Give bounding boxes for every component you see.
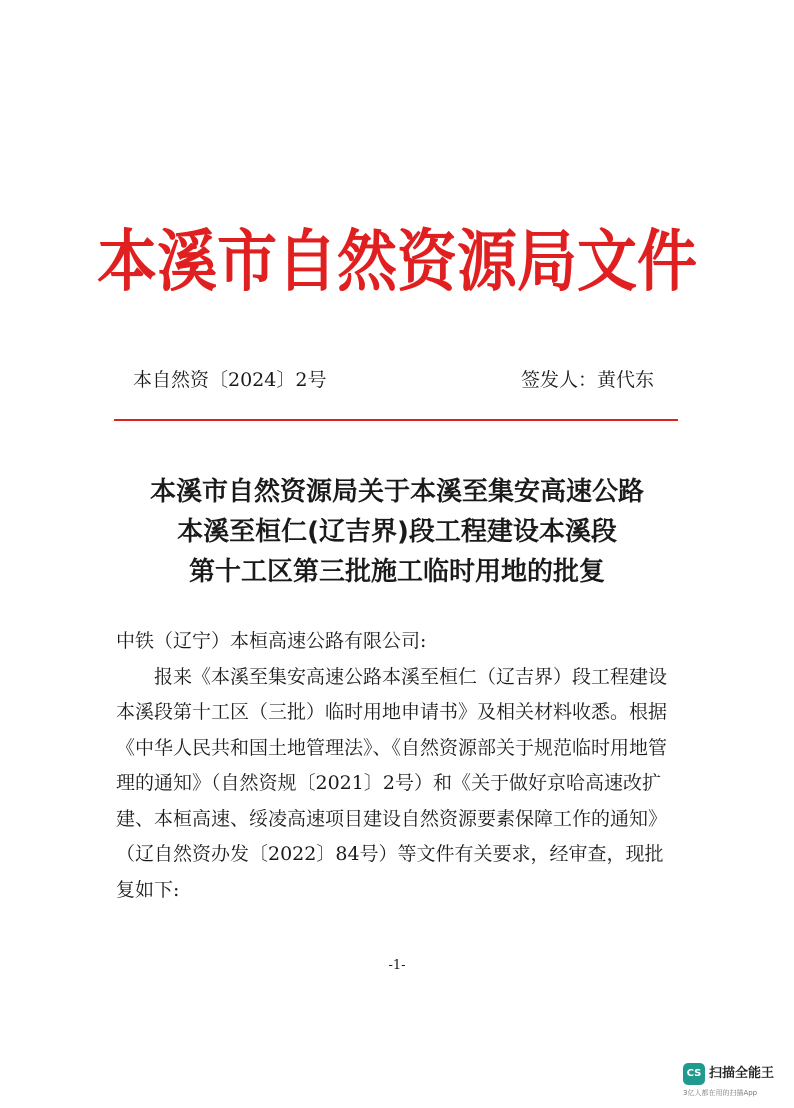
scanner-tagline: 3亿人都在用的扫描App (683, 1089, 758, 1097)
title-line-1: 本溪市自然资源局关于本溪至集安高速公路 (149, 477, 644, 507)
document-number: 本自然资〔2024〕2号 (133, 369, 327, 391)
title-line-3: 第十工区第三批施工临时用地的批复 (188, 557, 605, 587)
scanner-app-name: 扫描全能王 (709, 1066, 775, 1081)
body-paragraph: 报来《本溪至集安高速公路本溪至桓仁（辽吉界）段工程建设本溪段第十工区（三批）临时用地申请书》及相关材料收悉。根据《中华人民共和国土地管理法》、《自然资源部关于规范临时用地管理的通知》（自然资规〔2021〕2号）和《关于做好京哈高速改扩建、本桓高速、绥凌高速项目建设自然资源要素保障工作的通知》（辽自然资办发〔2022〕84号）等文件有关要求，经审查，现批复如下: (116, 665, 668, 901)
issuer-signature: 签发人：黄代东 (520, 369, 654, 391)
scanner-watermark (683, 1063, 783, 1099)
salutation: 中铁（辽宁）本桓高速公路有限公司: (116, 630, 427, 652)
red-divider-line (114, 419, 678, 421)
document-body (116, 624, 682, 908)
camscanner-logo-icon: CS (683, 1063, 705, 1085)
title-line-2: 本溪至桓仁(辽吉界)段工程建设本溪段 (177, 517, 617, 547)
document-title (0, 472, 794, 592)
masthead-title: 本溪市自然资源局文件 (97, 222, 697, 302)
page-number: -1- (388, 958, 406, 973)
